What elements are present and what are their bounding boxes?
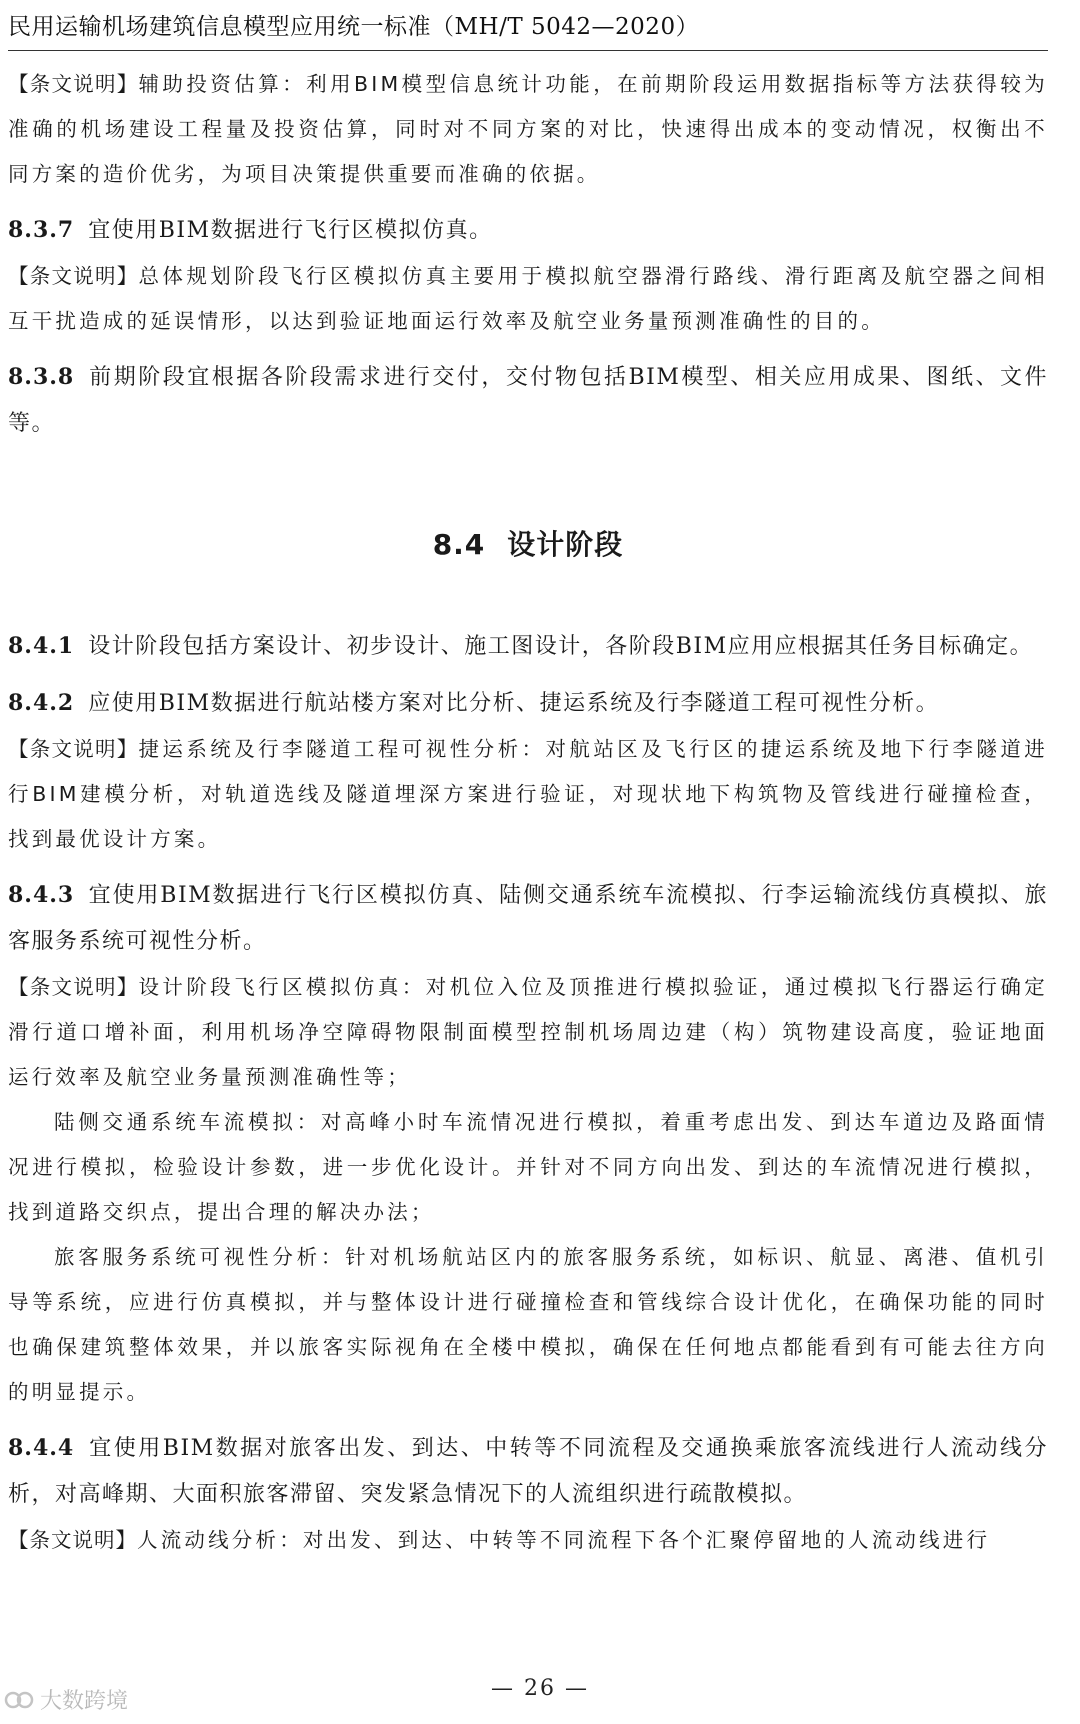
header-rule: [8, 50, 1048, 51]
explanation-text: 人流动线分析：对出发、到达、中转等不同流程下各个汇聚停留地的人流动线进行: [137, 1528, 991, 1552]
explanation-passenger-service: 旅客服务系统可视性分析：针对机场航站区内的旅客服务系统，如标识、航显、离港、值机引导等系统，应进行仿真模拟，并与整体设计进行碰撞检查和管线综合设计优化，在确保功能的同时也确保建筑整体效果，并以旅客实际视角在全楼中模拟，确保在任何地点都能看到有可能去往方向的明显提示。: [8, 1245, 1048, 1404]
clause-number: 8.4.1: [8, 633, 75, 659]
section-heading-8-4: [8, 523, 1048, 563]
watermark: [4, 1684, 128, 1715]
clause-8-3-7: [8, 207, 1048, 254]
clause-text: 应使用BIM数据进行航站楼方案对比分析、捷运系统及行李隧道工程可视性分析。: [88, 691, 940, 716]
explanation-text: 辅助投资估算：利用BIM模型信息统计功能，在前期阶段运用数据指标等方法获得较为准确的机场建设工程量及投资估算，同时对不同方案的对比，快速得出成本的变动情况，权衡出不同方案的造价优劣，为项目决策提供重要而准确的依据。: [8, 72, 1048, 186]
explanation-label: 【条文说明】: [8, 72, 139, 96]
explanation-airfield-simulation: [8, 254, 1048, 344]
clause-number: 8.4.4: [8, 1435, 75, 1461]
section-number: 8.4: [432, 528, 486, 561]
clause-number: 8.4.3: [8, 882, 75, 908]
clause-8-4-4: [8, 1425, 1048, 1518]
explanation-text: 捷运系统及行李隧道工程可视性分析：对航站区及飞行区的捷运系统及地下行李隧道进行BIM建模分析，对轨道选线及隧道埋深方案进行验证，对现状地下构筑物及管线进行碰撞检查，找到最优设计方案。: [8, 737, 1048, 851]
clause-text: 宜使用BIM数据进行飞行区模拟仿真。: [88, 218, 493, 243]
page-content: [8, 62, 1048, 1563]
clause-8-4-1: [8, 623, 1048, 670]
explanation-landside-traffic: 陆侧交通系统车流模拟：对高峰小时车流情况进行模拟，着重考虑出发、到达车道边及路面情况进行模拟，检验设计参数，进一步优化设计。并针对不同方向出发、到达的车流情况进行模拟，找到道路交织点，提出合理的解决办法；: [8, 1110, 1048, 1224]
explanation-label: 【条文说明】: [8, 264, 139, 288]
explanation-design-airfield: [8, 965, 1048, 1100]
watermark-text: 大数跨境: [40, 1689, 129, 1714]
section-title: 设计阶段: [507, 528, 624, 561]
clause-8-4-2: [8, 680, 1048, 727]
explanation-pedestrian-flow: [8, 1518, 1048, 1563]
explanation-label: 【条文说明】: [8, 737, 139, 761]
clause-number: 8.3.8: [8, 364, 75, 390]
watermark-logo-icon: [4, 1687, 34, 1713]
explanation-label: 【条文说明】: [8, 1528, 137, 1552]
explanation-label: 【条文说明】: [8, 975, 139, 999]
clause-text: 宜使用BIM数据对旅客出发、到达、中转等不同流程及交通换乘旅客流线进行人流动线分析，对高峰期、大面积旅客滞留、突发紧急情况下的人流组织进行疏散模拟。: [8, 1436, 1048, 1507]
explanation-investment-estimate: [8, 62, 1048, 197]
clause-8-3-8: [8, 354, 1048, 447]
clause-number: 8.4.2: [8, 690, 75, 716]
page-number: — 26 —: [491, 1676, 589, 1701]
clause-text: 前期阶段宜根据各阶段需求进行交付，交付物包括BIM模型、相关应用成果、图纸、文件等。: [8, 365, 1048, 436]
clause-number: 8.3.7: [8, 217, 75, 243]
clause-text: 宜使用BIM数据进行飞行区模拟仿真、陆侧交通系统车流模拟、行李运输流线仿真模拟、旅客服务系统可视性分析。: [8, 883, 1048, 954]
clause-8-4-3: [8, 872, 1048, 965]
explanation-text: 设计阶段飞行区模拟仿真：对机位入位及顶推进行模拟验证，通过模拟飞行器运行确定滑行道口增补面，利用机场净空障碍物限制面模型控制机场周边建（构）筑物建设高度，验证地面运行效率及航空业务量预测准确性等；: [8, 975, 1048, 1089]
running-header: 民用运输机场建筑信息模型应用统一标准（MH/T 5042—2020）: [8, 14, 700, 40]
explanation-text: 总体规划阶段飞行区模拟仿真主要用于模拟航空器滑行路线、滑行距离及航空器之间相互干扰造成的延误情形，以达到验证地面运行效率及航空业务量预测准确性的目的。: [8, 264, 1048, 333]
clause-text: 设计阶段包括方案设计、初步设计、施工图设计，各阶段BIM应用应根据其任务目标确定。: [88, 634, 1034, 659]
explanation-apm-tunnel: [8, 727, 1048, 862]
